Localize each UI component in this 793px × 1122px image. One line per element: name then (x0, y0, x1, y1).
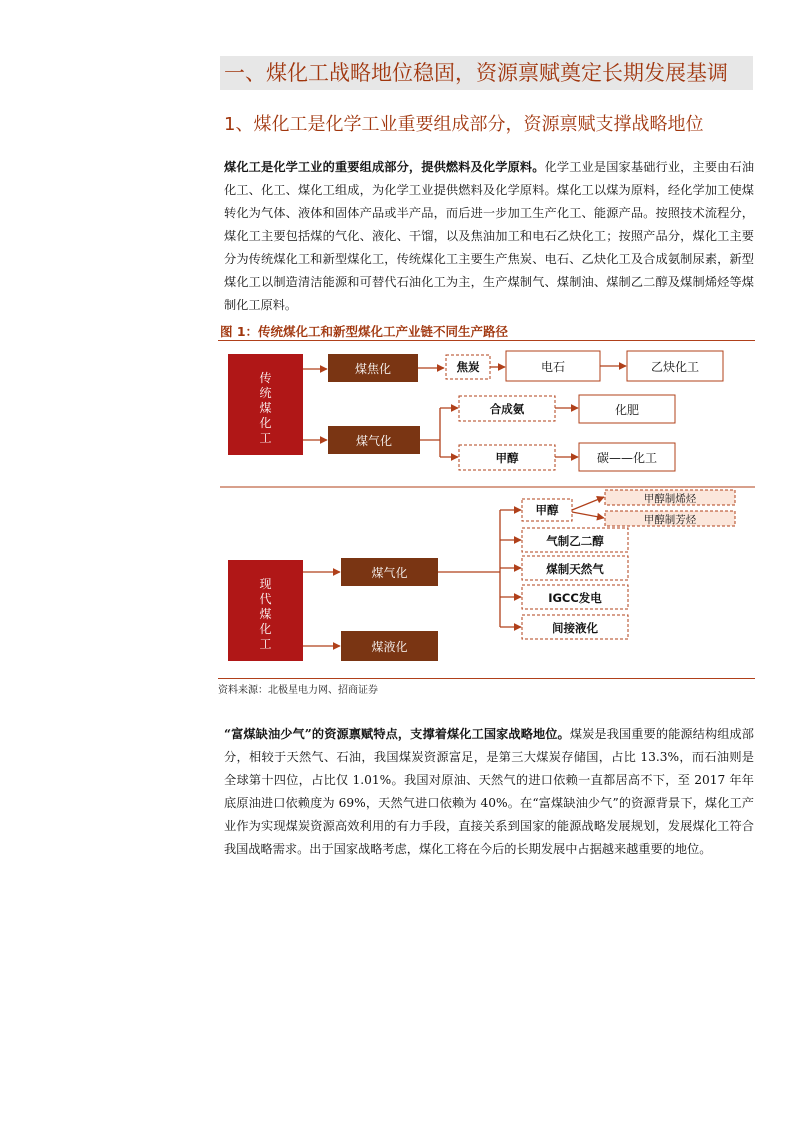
mta-label: 甲醇制芳烃 (643, 514, 697, 526)
modern-label-4: 化 (259, 622, 272, 636)
carbide-label: 电石 (540, 360, 566, 374)
modern-label-5: 工 (259, 637, 272, 651)
section-heading: 一、煤化工战略地位稳固，资源禀赋奠定长期发展基调 (220, 56, 753, 90)
modern-label-1: 现 (259, 577, 272, 591)
traditional-label-3: 煤 (259, 401, 272, 415)
glycol-label: 气制乙二醇 (546, 534, 604, 548)
coking-label: 煤焦化 (354, 362, 392, 376)
subsection-heading: 1、煤化工是化学工业重要组成部分，资源禀赋支撑战略地位 (224, 114, 704, 135)
modern-label-2: 代 (259, 592, 272, 606)
c1-chemical-label: 碳——化工 (596, 451, 658, 465)
traditional-label-4: 化 (259, 416, 272, 430)
igcc-label: IGCC发电 (548, 591, 602, 605)
ammonia-label: 合成氨 (489, 402, 525, 416)
figure-source: 资料来源：北极星电力网、招商证券 (218, 685, 378, 696)
modern-methanol-label: 甲醇 (535, 503, 559, 517)
acetylene-label: 乙炔化工 (650, 360, 700, 374)
traditional-label-5: 工 (259, 431, 272, 445)
traditional-label-1: 传 (259, 371, 272, 385)
figure-bottom-rule (218, 678, 755, 679)
traditional-gasification-label: 煤气化 (355, 434, 393, 448)
indirect-liquefaction-label: 间接液化 (552, 621, 598, 635)
industry-chain-diagram (218, 341, 755, 678)
figure-title: 图 1：传统煤化工和新型煤化工产业链不同生产路径 (220, 324, 509, 339)
sng-label: 煤制天然气 (546, 562, 604, 576)
resource-lead: “富煤缺油少气”的资源禀赋特点，支撑着煤化工国家战略地位。 (224, 727, 570, 741)
intro-lead: 煤化工是化学工业的重要组成部分，提供燃料及化学原料。 (224, 160, 545, 174)
resource-paragraph (224, 723, 754, 861)
coke-label: 焦炭 (456, 360, 480, 374)
traditional-methanol-label: 甲醇 (495, 451, 519, 465)
modern-gasification-label: 煤气化 (371, 566, 408, 580)
traditional-label-2: 统 (259, 386, 272, 400)
intro-body: 化学工业是国家基础行业，主要由石油化工、化工、煤化工组成，为化学工业提供燃料及化学原料。煤化工以煤为原料，经化学加工使煤转化为气体、液体和固体产品或半产品，而后进一步加工生产化工、能源产品。按照技术流程分，煤化工主要包括煤的气化、液化、干馏，以及焦油加工和电石乙炔化工；按照产品分，煤化工主要分为传统煤化工和新型煤化工，传统煤化工主要生产焦炭、电石、乙炔化工及合成氨制尿素，新型煤化工以制造清洁能源和可替代石油化工为主，生产煤制气、煤制油、煤制乙二醇及煤制烯烃等煤制化工原料。 (224, 160, 755, 312)
mto-label: 甲醇制烯烃 (643, 493, 697, 505)
resource-body: 煤炭是我国重要的能源结构组成部分，相较于天然气、石油，我国煤炭资源富足，是第三大煤炭存储国，占比 13.3%，而石油则是全球第十四位，占比仅 1.01%。我国对原油、天然气的进口依赖一直都居高不下，至 2017 年年底原油进口依赖度为 69%，天然气进口依赖为 40%。在“富煤缺油少气”的资源背景下，煤化工产业作为实现煤炭资源高效利用的有力手段，直接关系到国家的能源战略发展规划，发展煤化工符合我国战略需求。出于国家战略考虑，煤化工将在今后的长期发展中占据越来越重要的地位。 (224, 727, 754, 856)
intro-paragraph (224, 156, 754, 317)
liquefaction-label: 煤液化 (371, 640, 408, 654)
modern-label-3: 煤 (259, 607, 272, 621)
fertilizer-label: 化肥 (614, 403, 640, 417)
